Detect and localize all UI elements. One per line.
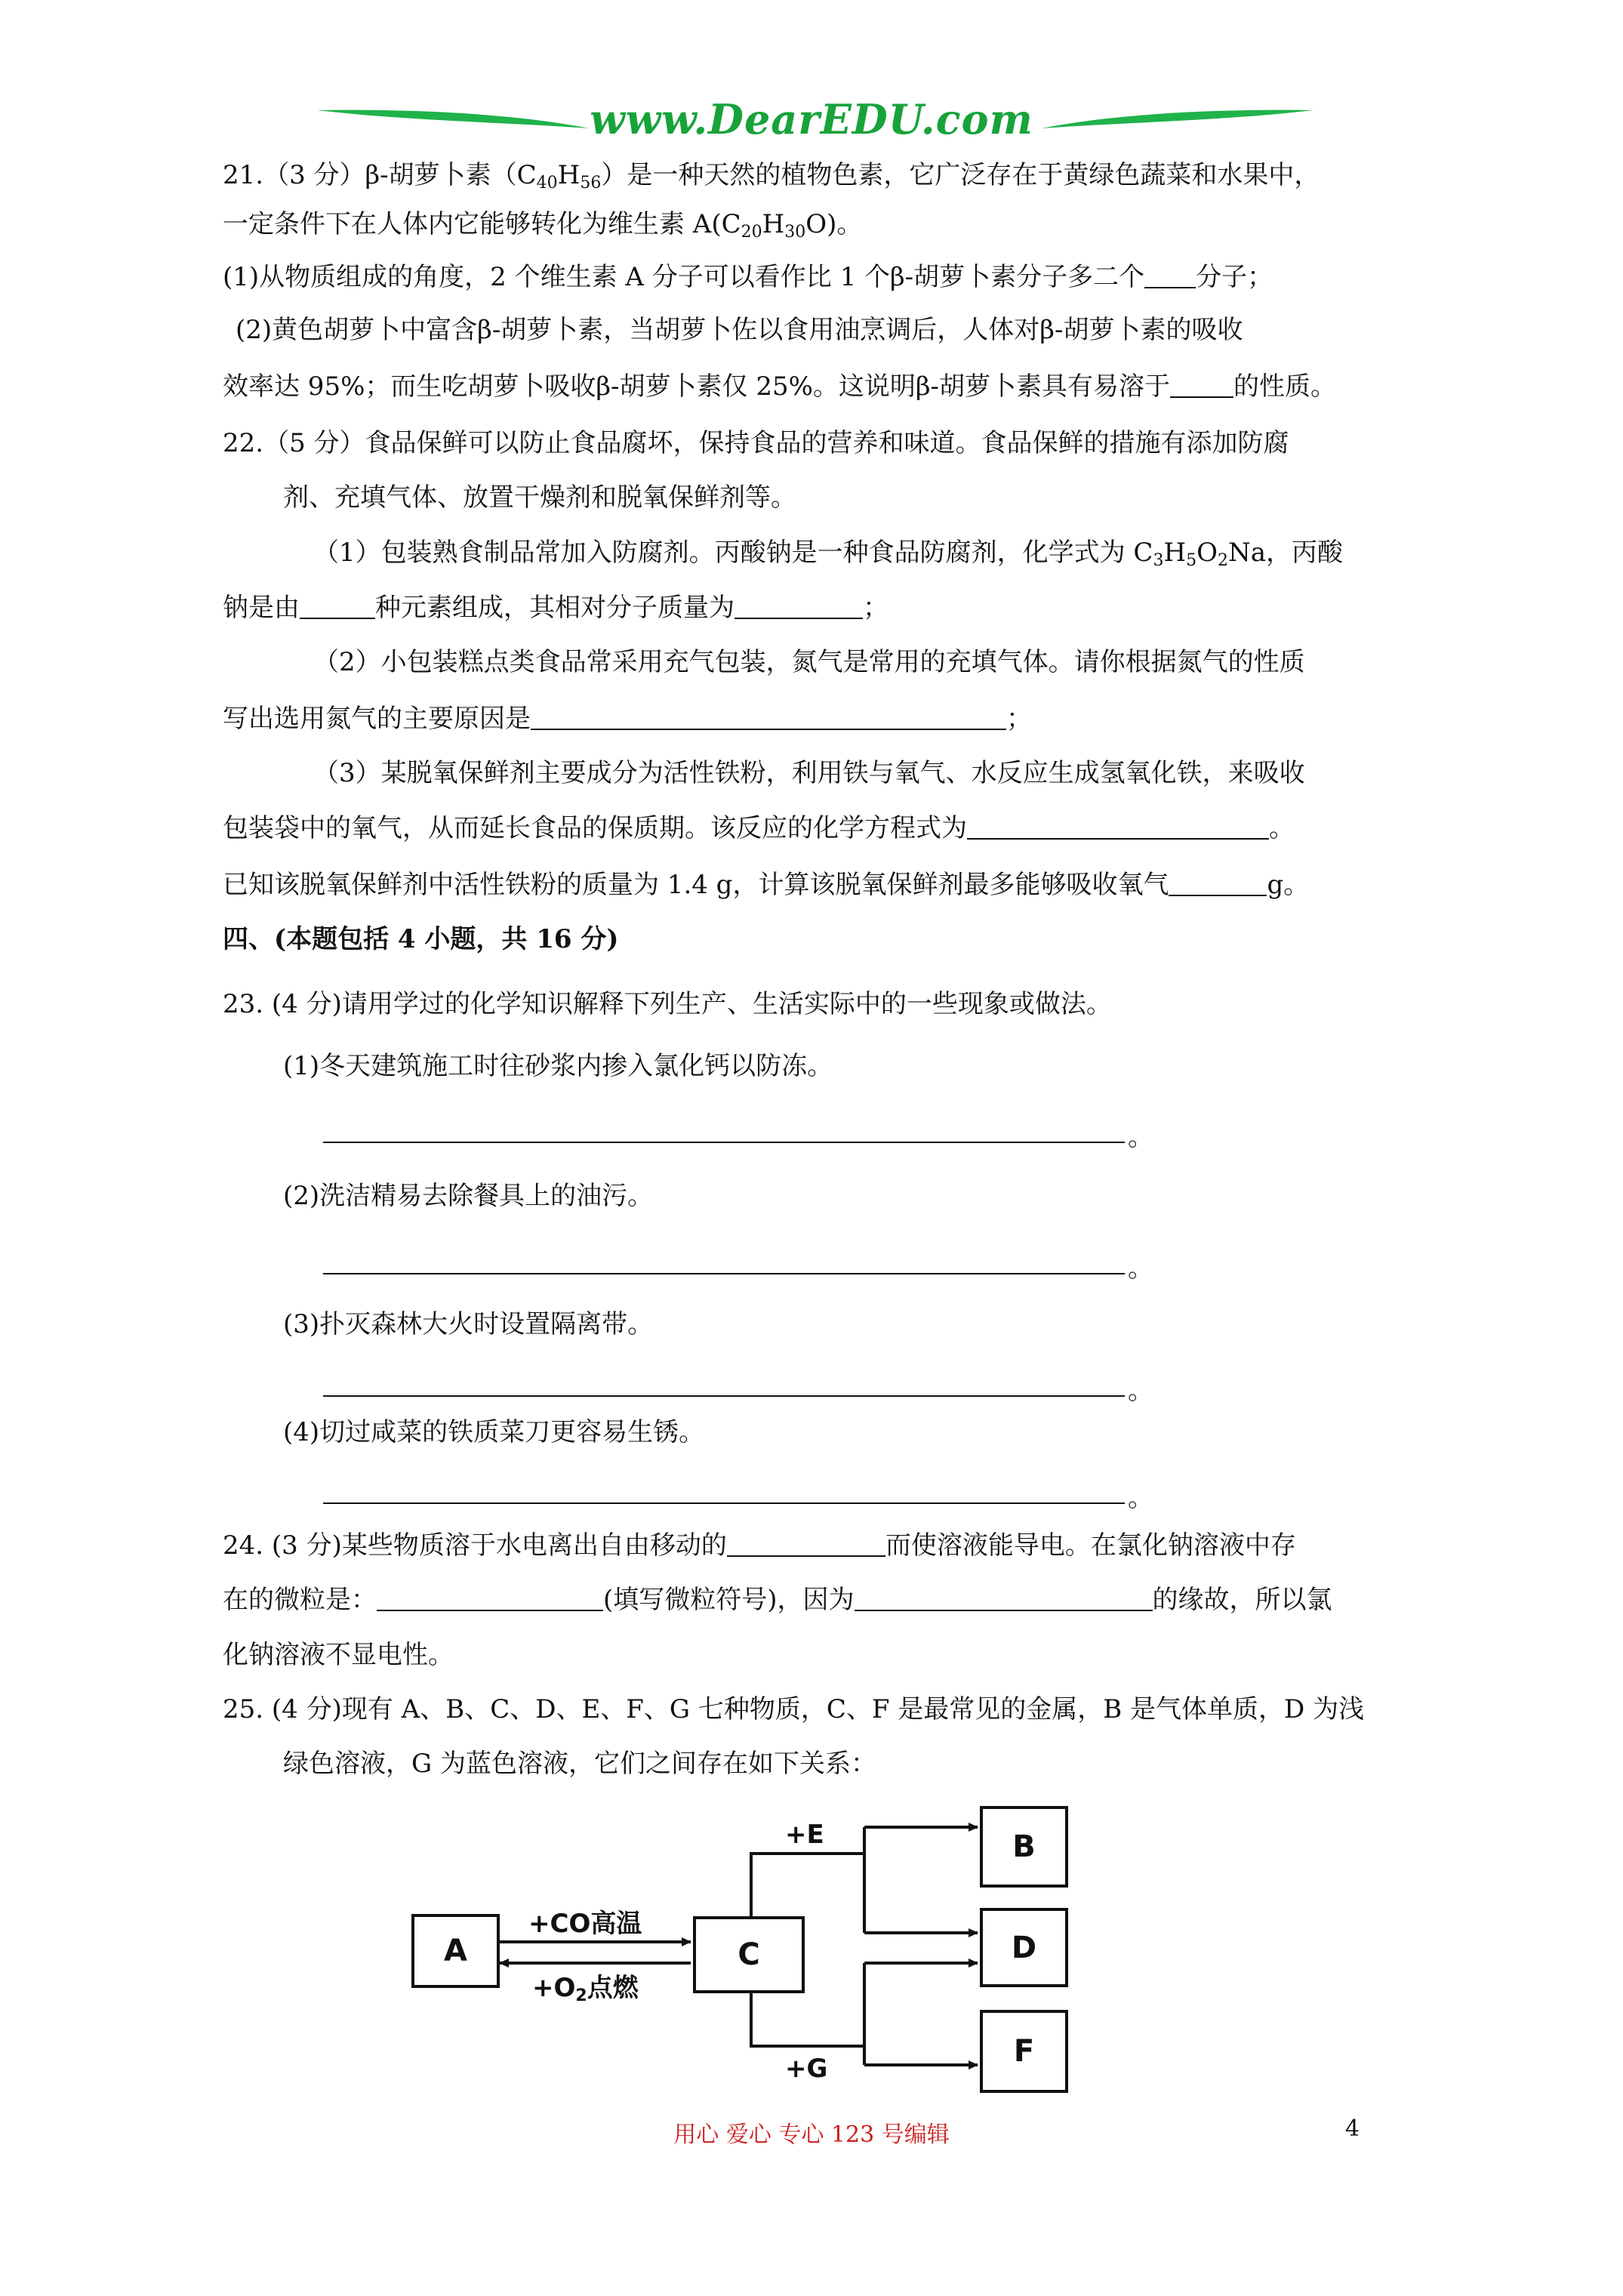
label-g: +G — [785, 2054, 828, 2084]
answer-period: 。 — [1128, 1122, 1153, 1152]
q23-line1: 23. (4 分)请用学过的化学知识解释下列生产、生活实际中的一些现象或做法。 — [223, 989, 1112, 1019]
q22-text: Na，丙酸 — [1227, 538, 1344, 568]
q22-line1: 22.（5 分）食品保鲜可以防止食品腐坏，保持食品的营养和味道。食品保鲜的措施有添加防腐 — [223, 428, 1289, 458]
label-co-high-temp: +CO高温 — [528, 1909, 642, 1939]
q22-text: 已知该脱氧保鲜剂中活性铁粉的质量为 1.4 g，计算该脱氧保鲜剂最多能够吸收氧气 — [223, 870, 1169, 900]
q22-text: ； — [863, 593, 888, 623]
q21-line4: (2)黄色胡萝卜中富含β-胡萝卜素，当胡萝卜佐以食用油烹调后，人体对β-胡萝卜素的吸收 — [236, 315, 1243, 345]
q22-text: ； — [1006, 704, 1032, 734]
q22-text: g。 — [1267, 870, 1310, 900]
q24-text: 在的微粒是： — [223, 1585, 377, 1615]
answer-period: 。 — [1128, 1483, 1153, 1513]
q24-text: 而使溶液能导电。在氯化钠溶液中存 — [885, 1530, 1296, 1561]
q22-subscript: 2 — [1217, 551, 1228, 570]
page-number: 4 — [1345, 2116, 1360, 2142]
q22-text: （1）包装熟食制品常加入防腐剂。丙酸钠是一种食品防腐剂，化学式为 C — [313, 538, 1153, 568]
label-e: +E — [785, 1820, 824, 1850]
q24-text: (填写微粒符号)，因为 — [603, 1585, 855, 1615]
q22-text: 钠是由 — [223, 593, 300, 623]
q25-line2: 绿色溶液，G 为蓝色溶液，它们之间存在如下关系： — [283, 1749, 876, 1779]
q21-text: 21.（3 分）β-胡萝卜素（C — [223, 160, 537, 190]
box-d: D — [980, 1908, 1068, 1987]
label-o2-ignite: +O2点燃 — [532, 1973, 639, 2005]
q22-text: 写出选用氮气的主要原因是 — [223, 704, 531, 734]
q22-line5: （2）小包装糕点类食品常采用充气包装，氮气是常用的充填气体。请你根据氮气的性质 — [313, 647, 1305, 677]
q24-text: 的缘故，所以氯 — [1152, 1585, 1332, 1615]
q21-subscript: 30 — [784, 223, 806, 242]
branch-g — [751, 1993, 864, 2046]
q22-line7: （3）某脱氧保鲜剂主要成分为活性铁粉，利用铁与氧气、水反应生成氢氧化铁，来吸收 — [313, 758, 1305, 788]
q22-text: H — [1163, 538, 1187, 568]
q21-subscript: 20 — [741, 223, 762, 242]
q23-item4: (4)切过咸菜的铁质菜刀更容易生锈。 — [283, 1417, 705, 1447]
branch-e — [751, 1854, 864, 1918]
site-logo-text: www.DearEDU.com — [590, 95, 1033, 143]
q22-text: 种元素组成，其相对分子质量为 — [375, 593, 735, 623]
q22-subscript: 5 — [1186, 551, 1197, 570]
box-a: A — [411, 1914, 500, 1988]
q25-line1: 25. (4 分)现有 A、B、C、D、E、F、G 七种物质，C、F 是最常见的金属，B 是气体单质，D 为浅 — [223, 1694, 1365, 1724]
q21-subscript: 40 — [536, 174, 558, 193]
footer-editor-note: 用心 爱心 专心 123 号编辑 — [673, 2122, 950, 2148]
q21-text: 的性质。 — [1233, 371, 1337, 402]
q22-subscript: 3 — [1153, 551, 1164, 570]
q21-text: 分子； — [1196, 262, 1273, 292]
q23-item2: (2)洗洁精易去除餐具上的油污。 — [283, 1181, 654, 1211]
q21-text: 效率达 95%；而生吃胡萝卜吸收β-胡萝卜素仅 25%。这说明β-胡萝卜素具有易溶于 — [223, 371, 1171, 402]
q22-text: 包装袋中的氧气，从而延长食品的保质期。该反应的化学方程式为 — [223, 813, 967, 843]
q21-text: 一定条件下在人体内它能够转化为维生素 A(C — [223, 209, 741, 239]
q24-text: 24. (3 分)某些物质溶于水电离出自由移动的 — [223, 1530, 727, 1561]
q23-item3: (3)扑灭森林大火时设置隔离带。 — [283, 1309, 654, 1339]
answer-period: 。 — [1128, 1253, 1153, 1284]
q24-line3: 化钠溶液不显电性。 — [223, 1640, 454, 1670]
q21-text: H — [557, 160, 581, 190]
q22-text: 。 — [1269, 813, 1295, 843]
q21-text: (1)从物质组成的角度，2 个维生素 A 分子可以看作比 1 个β-胡萝卜素分子多二个 — [223, 262, 1145, 292]
q21-text: ）是一种天然的植物色素，它广泛存在于黄绿色蔬菜和水果中， — [601, 160, 1320, 190]
q21-text: O)。 — [805, 209, 863, 239]
q21-subscript: 56 — [580, 174, 602, 193]
box-f: F — [980, 2010, 1068, 2093]
box-c: C — [693, 1916, 805, 1993]
q21-text: H — [762, 209, 785, 239]
q22-line2: 剂、充填气体、放置干燥剂和脱氧保鲜剂等。 — [283, 482, 796, 513]
q23-item1: (1)冬天建筑施工时往砂浆内掺入氯化钙以防冻。 — [283, 1051, 833, 1081]
answer-period: 。 — [1128, 1376, 1153, 1406]
section-title: 四、(本题包括 4 小题，共 16 分) — [223, 924, 619, 954]
q22-text: O — [1196, 538, 1218, 568]
box-b: B — [980, 1806, 1068, 1888]
